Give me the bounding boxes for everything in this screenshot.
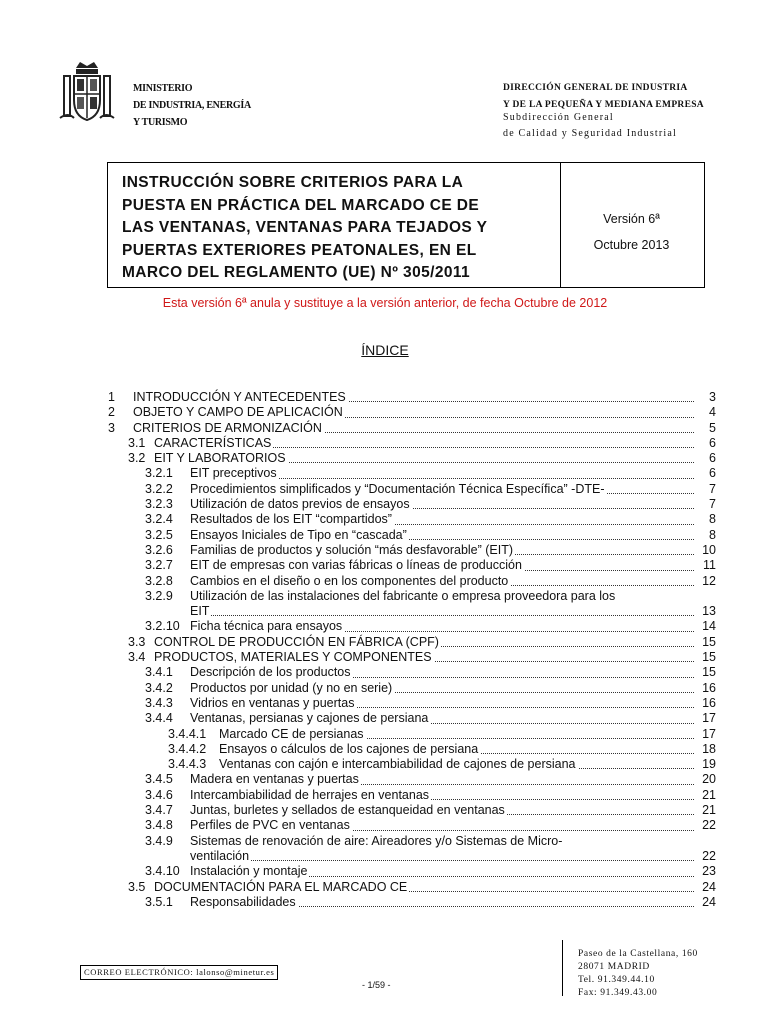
subdirectorate-line: Subdirección General [503,112,614,123]
address-line: Tel. 91.349.44.10 [578,975,655,985]
toc-entry-page: 21 [702,787,716,802]
toc-entry-page: 10 [702,542,716,557]
toc-entry-number: 3.3 [128,634,146,649]
toc-entry[interactable] [108,849,716,864]
toc-entry-title: Marcado CE de persianas [219,726,364,741]
toc-entry-title: PRODUCTOS, MATERIALES Y COMPONENTES [154,650,432,665]
toc-entry-page: 16 [702,695,716,710]
subdirectorate-name [503,110,677,142]
version-date: Octubre 2013 [593,238,670,252]
toc-entry-title: CARACTERÍSTICAS [154,435,272,450]
page-number: - 1/59 - [362,980,391,990]
toc-entry[interactable] [108,558,716,573]
address-line: 28071 MADRID [578,962,650,972]
toc-entry-title: Resultados de los EIT “compartidos” [190,512,392,527]
toc-entry-page: 4 [709,405,716,420]
toc-entry-title: Juntas, burletes y sellados de estanqueidad en ventanas [190,803,505,818]
toc-entry-number: 3.2.7 [145,558,173,573]
toc-entry-page: 8 [709,512,716,527]
toc-entry-number: 3.2.1 [145,466,173,481]
toc-entry-page: 11 [703,558,716,573]
toc-entry[interactable] [108,788,716,803]
toc-entry[interactable] [108,864,716,879]
toc-entry[interactable] [108,528,716,543]
toc-entry-title: Ventanas con cajón e intercambiabilidad de cajones de persiana [219,757,576,772]
toc-entry[interactable] [108,895,716,910]
toc-entry-number: 3 [108,420,115,435]
ministry-name [133,80,251,131]
toc-entry-title: CONTROL DE PRODUCCIÓN EN FÁBRICA (CPF) [154,634,439,649]
toc-entry-title: Familias de productos y solución “más desfavorable” (EIT) [190,542,514,557]
title-line: PUESTA EN PRÁCTICA DEL MARCADO CE DE [122,196,480,214]
toc-entry-number: 3.5 [128,879,146,894]
toc-entry-number: 3.4.4.2 [168,741,207,756]
footer-divider [562,940,563,996]
version-notice: Esta versión 6ª anula y sustituye a la versión anterior, de fecha Octubre de 2012 [162,296,608,310]
directorate-line: Y DE LA PEQUEÑA Y MEDIANA EMPRESA [503,100,704,110]
toc-entry-page: 24 [702,894,716,909]
toc-entry[interactable] [108,635,716,650]
toc-entry-title: Vidrios en ventanas y puertas [190,695,355,710]
toc-entry-title: CRITERIOS DE ARMONIZACIÓN [133,420,322,435]
toc-entry[interactable] [108,589,716,604]
toc-entry[interactable] [108,619,716,634]
toc-entry-title: Ficha técnica para ensayos [190,619,343,634]
toc-entry[interactable] [108,482,716,497]
toc-entry-number: 3.2.9 [145,588,173,603]
toc-entry[interactable] [108,390,716,405]
toc-entry-page: 15 [702,634,716,649]
toc-entry-title: Responsabilidades [190,894,296,909]
toc-entry-number: 3.2.5 [145,527,173,542]
email-box[interactable]: CORREO ELECTRÓNICO: lalonso@minetur.es [80,965,278,980]
toc-entry-title: Procedimientos simplificados y “Documentación Técnica Específica” -DTE- [190,481,605,496]
toc-entry-number: 3.4.9 [145,833,173,848]
toc-entry-page: 22 [702,818,716,833]
toc-entry-number: 3.2.10 [145,619,180,634]
toc-entry[interactable] [108,421,716,436]
toc-entry-number: 3.4.1 [145,665,173,680]
toc-entry-number: 3.2.4 [145,512,173,527]
toc-entry-page: 24 [702,879,716,894]
toc-entry-number: 3.4.4 [145,711,173,726]
toc-entry-number: 3.4.10 [145,864,180,879]
toc-entry-title: Descripción de los productos [190,665,351,680]
toc-leader-dots [190,615,694,616]
toc-entry-page: 8 [709,527,716,542]
index-title: ÍNDICE [361,342,409,358]
toc-entry[interactable] [108,834,716,849]
toc-entry-title: DOCUMENTACIÓN PARA EL MARCADO CE [154,879,408,894]
toc-entry-title: OBJETO Y CAMPO DE APLICACIÓN [133,405,343,420]
address-block [578,948,698,1000]
toc-entry[interactable] [108,665,716,680]
toc-entry-title: Ensayos o cálculos de los cajones de persiana [219,741,479,756]
toc-entry-page: 20 [702,772,716,787]
toc-entry-number: 3.5.1 [145,894,173,909]
toc-entry[interactable] [108,650,716,665]
toc-entry-number: 2 [108,405,115,420]
toc-entry-number: 3.2 [128,451,146,466]
toc-entry-title: Ventanas, persianas y cajones de persiana [190,711,429,726]
title-line: PUERTAS EXTERIORES PEATONALES, EN EL [122,241,477,259]
toc-entry-page: 22 [702,848,716,863]
toc-entry[interactable] [108,727,716,742]
toc-entry-title: Ensayos Iniciales de Tipo en “cascada” [190,527,407,542]
toc-entry[interactable] [108,696,716,711]
toc-entry-page: 14 [702,619,716,634]
toc-entry-number: 3.2.6 [145,542,173,557]
toc-entry-title: EIT [190,604,210,619]
toc-entry[interactable] [108,497,716,512]
toc-entry-title: Sistemas de renovación de aire: Aireadores y/o Sistemas de Micro- [190,833,563,848]
toc-entry-title: Perfiles de PVC en ventanas [190,818,350,833]
toc-entry-number: 3.4.3 [145,695,173,710]
toc-entry-number: 3.4.8 [145,818,173,833]
toc-entry-title: Utilización de las instalaciones del fabricante o empresa proveedora para los [190,588,616,603]
toc-entry-number: 3.4.2 [145,680,173,695]
toc-entry[interactable] [108,742,716,757]
toc-entry-title: Utilización de datos previos de ensayos [190,497,410,512]
toc-entry[interactable] [108,512,716,527]
toc-entry-page: 7 [709,481,716,496]
toc-entry-page: 18 [702,741,716,756]
toc-entry-number: 1 [108,390,115,404]
toc-entry[interactable] [108,772,716,787]
toc-entry-page: 19 [702,757,716,772]
toc-entry-page: 12 [702,573,716,588]
toc-entry[interactable] [108,711,716,726]
toc-entry[interactable] [108,451,716,466]
toc-entry-number: 3.4 [128,650,146,665]
toc-entry-page: 13 [702,604,716,619]
toc-entry-page: 15 [702,665,716,680]
toc-entry-number: 3.2.3 [145,497,173,512]
toc-entry-page: 17 [702,726,716,741]
toc-leader-dots [190,860,694,861]
toc-entry-title: Cambios en el diseño o en los componentes del producto [190,573,509,588]
title-line: MARCO DEL REGLAMENTO (UE) Nº 305/2011 [122,264,471,281]
toc-entry-page: 3 [709,390,716,404]
version-label: Versión 6ª [603,212,660,226]
toc-entry[interactable] [108,880,716,895]
toc-entry-title: INTRODUCCIÓN Y ANTECEDENTES [133,390,346,404]
toc-entry-title: Instalación y montaje [190,864,308,879]
toc-entry-title: EIT preceptivos [190,466,277,481]
toc-entry-page: 21 [702,803,716,818]
toc-entry-page: 6 [709,435,716,450]
toc-entry-page: 6 [709,466,716,481]
toc-entry-page: 17 [702,711,716,726]
toc-entry[interactable] [108,466,716,481]
ministry-line: Y TURISMO [133,117,188,128]
toc-entry[interactable] [108,574,716,589]
toc-entry-number: 3.2.2 [145,481,173,496]
coat-of-arms-icon [58,60,116,124]
toc-entry-title: EIT de empresas con varias fábricas o líneas de producción [190,558,522,573]
toc-entry-page: 7 [709,497,716,512]
toc-entry-page: 16 [702,680,716,695]
title-line: LAS VENTANAS, VENTANAS PARA TEJADOS Y [122,219,488,236]
toc-entry[interactable] [108,543,716,558]
table-of-contents [108,390,716,910]
address-line: Fax: 91.349.43.00 [578,988,658,998]
toc-entry[interactable] [108,405,716,420]
subdirectorate-line: de Calidad y Seguridad Industrial [503,128,678,139]
toc-entry-page: 6 [709,451,716,466]
toc-entry-number: 3.4.4.3 [168,757,207,772]
toc-entry-page: 15 [702,650,716,665]
toc-entry-number: 3.4.7 [145,803,173,818]
toc-entry-number: 3.1 [128,435,146,450]
toc-entry-title: ventilación [190,848,250,863]
directorate-line: DIRECCIÓN GENERAL DE INDUSTRIA [503,83,688,93]
toc-entry-title: Madera en ventanas y puertas [190,772,359,787]
toc-entry-title: EIT Y LABORATORIOS [154,451,286,466]
version-info [560,206,703,258]
ministry-line: DE INDUSTRIA, ENERGÍA [133,100,251,111]
toc-entry-title: Productos por unidad (y no en serie) [190,680,393,695]
toc-entry-number: 3.4.5 [145,772,173,787]
toc-entry[interactable] [108,681,716,696]
toc-entry[interactable] [108,604,716,619]
toc-entry-number: 3.4.6 [145,787,173,802]
toc-entry-page: 23 [702,864,716,879]
toc-entry[interactable] [108,803,716,818]
directorate-name [503,80,704,114]
toc-entry[interactable] [108,757,716,772]
toc-entry-title: Intercambiabilidad de herrajes en ventanas [190,787,430,802]
toc-entry-number: 3.2.8 [145,573,173,588]
address-line: Paseo de la Castellana, 160 [578,949,698,959]
ministry-line: MINISTERIO [133,83,193,94]
toc-entry[interactable] [108,436,716,451]
toc-entry-number: 3.4.4.1 [168,726,207,741]
toc-entry[interactable] [108,818,716,833]
title-line: INSTRUCCIÓN SOBRE CRITERIOS PARA LA [122,174,464,191]
toc-entry-page: 5 [709,420,716,435]
document-title [122,172,554,285]
